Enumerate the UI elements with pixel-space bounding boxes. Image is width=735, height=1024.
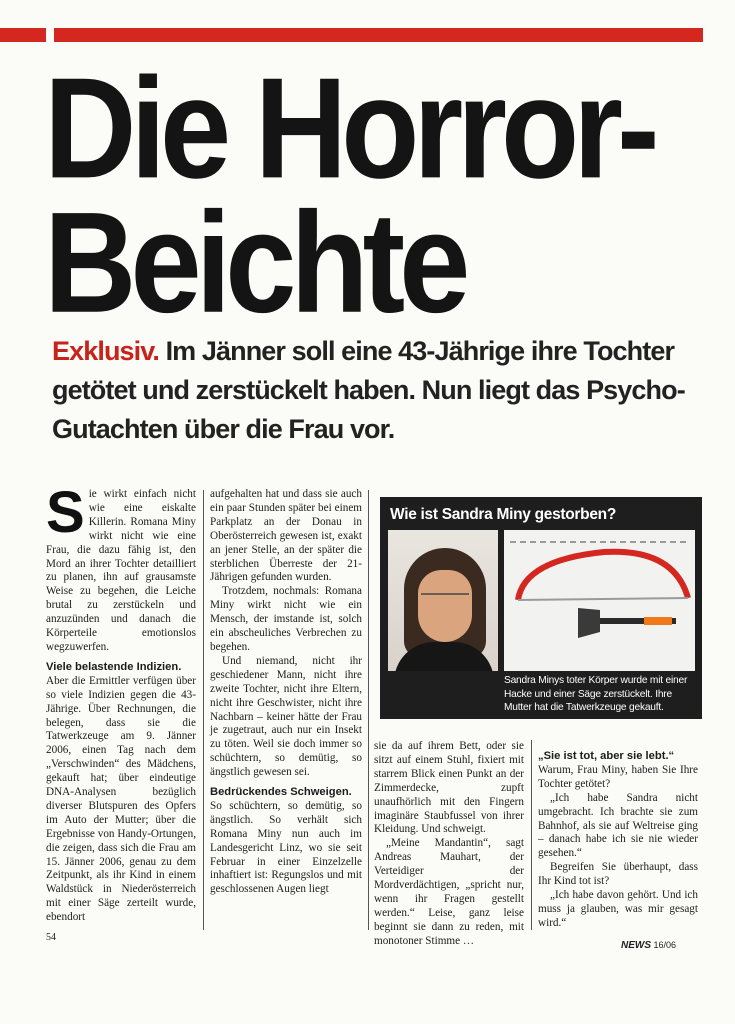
issue-number: 16/06 [653,940,677,950]
article-column-3 [374,740,524,949]
article-paragraph: „Ich habe Sandra nicht umgebracht. Ich brachte sie zum Bahnhof, als sie auf Weltreise ging – danach habe ich sie nie wieder gesehen.“ [538,791,698,860]
subhead-schweigen: Bedrückendes Schweigen. [210,786,352,799]
subhead-indizien: Viele belastende Indizien. [46,660,182,673]
top-red-bar-left [0,28,46,42]
column-divider [368,490,369,930]
article-paragraph: Warum, Frau Miny, haben Sie Ihre Tochter getötet? [538,763,698,790]
infobox [380,497,702,719]
headline [44,48,704,344]
lede-text: Im Jänner soll eine 43-Jährige ihre Tochter getötet und zerstückelt haben. Nun liegt das Psycho-Gutachten über die Frau vor. [52,336,685,444]
article-column-2 [210,488,362,897]
lede-kicker: Exklusiv. [52,336,159,366]
article-column-1 [46,480,196,925]
page-number: 54 [46,932,56,943]
article-paragraph: Trotzdem, nochmals: Romana Miny wirkt nicht wie ein Mensch, der imstande ist, solch ein abscheuliches Verbrechen zu begehen. [210,585,362,653]
tools-photo [504,530,695,671]
saw-blade-icon [518,598,688,600]
lede [52,332,702,449]
article-paragraph: „Ich habe davon gehört. Und ich muss ja glauben, was mir gesagt wird.“ [538,889,698,929]
top-red-bar [54,28,703,42]
headline-line-1: Die Horror- [44,48,654,209]
article-column-4 [538,740,698,931]
headline-line-2: Beichte [44,182,465,344]
infobox-caption: Sandra Minys toter Körper wurde mit einer Hacke und einer Säge zerstückelt. Ihre Mutter hat die Tatwerkzeuge gekauft. [504,675,688,714]
article-paragraph: aufgehalten hat und dass sie auch ein paar Stunden später bei einem Parkplatz an der Donau in Oberösterreich gewesen ist, exakt an jener Stelle, an der später die sterblichen Überreste der 21-Jährigen gefunden wurden. [210,488,362,584]
article-paragraph: Sie wirkt einfach nicht wie eine eiskalte Killerin. Romana Miny wirkt nicht wie eine Frau, die dazu fähig ist, den Mord an ihrer Tochter detailliert zu planen, ihn auf grausamste Weise zu begehen, die Leiche brutal zu zerstückeln und anzuzünden und danach die Körperteile emotionslos wegzuwerfen. [46,480,196,653]
column-divider [203,490,204,930]
magazine-logo: NEWS [621,940,651,951]
axe-grip-icon [644,617,672,625]
article-paragraph: So schüchtern, so demütig, so ängstlich. So verhält sich Romana Miny nun auch im Landesgericht Linz, wo sie seit Februar in einer Einzelzelle inhaftiert ist: Regungslos und mit geschlossenen Augen liegt [210,799,362,896]
article-paragraph: Begreifen Sie überhaupt, dass Ihr Kind tot ist? [538,861,698,888]
axe-head-icon [578,608,600,638]
photo-glasses [421,593,469,607]
infobox-title: Wie ist Sandra Miny gestorben? [390,506,616,523]
article-paragraph: Aber die Ermittler verfügen über so viele Indizien gegen die 43-Jährige. Über Rechnungen, die belegen, dass sie die Tatwerkzeuge am 9. Jänner 2006, einen Tag nach dem „Verschwinden“ des Mädchens, gekauft hat; über eindeutige DNA-Analysen bezüglich diverser Blutspuren des Opfers im Auto der Mutter; über die Ergebnisse von Handy-Ortungen, die zeigen, dass sich die Frau am 15. Jänner 2006, genau zu dem Zeitpunkt, als ihr Kind in einem Waldstück in Niederösterreich mit einer Säge zerteilt wurde, ebendort [46,674,196,924]
article-paragraph: „Meine Mandantin“, sagt Andreas Mauhart, der Verteidiger der Mordverdächtigen, „spricht nur, wenn ihr Fragen gestellt werden.“ Leise, ganz leise beginnt sie dann zu reden, mit monotoner Stimme … [374,837,524,947]
column-divider [531,740,532,930]
subhead-quote: „Sie ist tot, aber sie lebt.“ [538,750,675,762]
saw-and-axe-illustration [504,530,695,671]
footer-brand [621,940,676,951]
victim-photo [388,530,498,671]
drop-cap: S [46,480,85,545]
article-paragraph: Und niemand, nicht ihr geschiedener Mann, nicht ihre zweite Tochter, nicht ihre Eltern, nicht ihre Geschwister, nicht ihre Nachbarn – keiner hätte der Frau je zugetraut, auch nur ein Insekt zu töten. Weil sie doch immer so schüchtern, so demütig, so ängstlich gewesen sei. [210,654,362,779]
article-paragraph: sie da auf ihrem Bett, oder sie sitzt auf einem Stuhl, fixiert mit starrem Blick einen Punkt an der Zimmerdecke, zupft unaufhörlich mit den Fingern imaginäre Staubfussel von ihrer Kleidung. Und schweigt. [374,740,524,836]
saw-frame-icon [518,552,688,600]
